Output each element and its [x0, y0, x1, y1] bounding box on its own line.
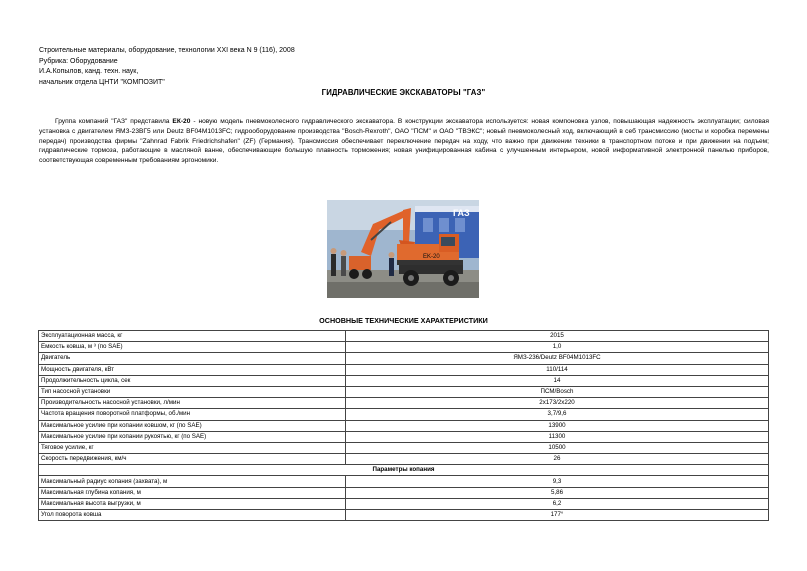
specs-table-title: ОСНОВНЫЕ ТЕХНИЧЕСКИЕ ХАРАКТЕРИСТИКИ: [319, 316, 488, 325]
author-position-line: начальник отдела ЦНТИ "КОМПОЗИТ": [39, 78, 165, 86]
table-row: [39, 487, 769, 498]
table-section-row: [39, 465, 769, 476]
specs-table: [38, 330, 769, 521]
table-row: [39, 398, 769, 409]
excavator-photo: [327, 200, 479, 298]
article-metadata: [39, 46, 295, 88]
model-name: ЕК-20: [172, 118, 191, 125]
model-plate-text: EK-20: [423, 254, 440, 260]
spec-value: 2015: [346, 331, 769, 342]
spec-name: Емкость ковша, м ³ (по SAE): [39, 342, 346, 353]
spec-value: 13900: [346, 420, 769, 431]
spec-name: Максимальный радиус копания (захвата), м: [39, 476, 346, 487]
spec-name: Максимальная глубина копания, м: [39, 487, 346, 498]
gaz-logo-text: ГАЗ: [453, 208, 470, 218]
spec-value: 9,3: [346, 476, 769, 487]
spec-name: Продолжительность цикла, сек: [39, 375, 346, 386]
rubric-line: Рубрика: Оборудование: [39, 57, 118, 65]
spec-name: Тяговое усилие, кг: [39, 442, 346, 453]
spec-value: 6,2: [346, 498, 769, 509]
spec-name: Двигатель: [39, 353, 346, 364]
table-row: [39, 409, 769, 420]
spec-value: 11300: [346, 431, 769, 442]
table-row: [39, 420, 769, 431]
intro-text-start: Группа компаний "ГАЗ" представила: [55, 118, 173, 125]
table-row: [39, 510, 769, 521]
table-row: [39, 386, 769, 397]
section-header: Параметры копания: [39, 465, 769, 476]
spec-value: 110/114: [346, 364, 769, 375]
table-row: [39, 442, 769, 453]
spec-value: 2х173/2х220: [346, 398, 769, 409]
table-row: [39, 454, 769, 465]
spec-name: Максимальное усилие при копании рукоятью, кг (по SAE): [39, 431, 346, 442]
spec-value: ЯМЗ-236/Deutz BF04M1013FC: [346, 353, 769, 364]
table-row: [39, 375, 769, 386]
spec-name: Угол поворота ковша: [39, 510, 346, 521]
journal-line: Строительные материалы, оборудование, технологии XXI века N 9 (116), 2008: [39, 47, 295, 54]
table-row: [39, 364, 769, 375]
article-title: ГИДРАВЛИЧЕСКИЕ ЭКСКАВАТОРЫ "ГАЗ": [321, 88, 486, 97]
table-row: [39, 431, 769, 442]
spec-name: Эксплуатационная масса, кг: [39, 331, 346, 342]
spec-value: 10500: [346, 442, 769, 453]
spec-name: Тип насосной установки: [39, 386, 346, 397]
spec-name: Мощность двигателя, кВт: [39, 364, 346, 375]
table-row: [39, 476, 769, 487]
spec-name: Скорость передвижения, км/ч: [39, 454, 346, 465]
article-paragraph: [39, 117, 769, 166]
intro-text-rest: - новую модель пневмоколесного гидравлического экскаватора. В конструкции экскаватора используется: новая компоновка узлов, повышающая надежность эксплуатации; силовая установка с двигателем ЯМЗ-23ВГ5 или Deutz BF04M1013FC; гидрооборудование производства "Bosch-Rexroth", ОАО "ПСМ" и ОАО "ТВЭКС"; новый пневмоколесный ход, включающий в себ трансмиссию (мосты и коробка перемены передач) производства фирмы "Zahnrad Fabrik Friedrichshafen" (ZF) (Германия). Трансмиссия обеспечивает переключение передач на ходу, что важно при движении техники в транспортном потоке и при движении на подъем; гидравлические тормоза, работающие в масляной ванне, обеспечивающие большую плавность торможения; новая унифицированная кабина с улучшенным интерьером, новой информативной электронной панелью приборов, соответствующая современным требованиям эргономики.: [39, 118, 769, 165]
spec-value: ПСМ/Bosch: [346, 386, 769, 397]
table-row: [39, 342, 769, 353]
table-row: [39, 331, 769, 342]
spec-name: Частота вращения поворотной платформы, об./мин: [39, 409, 346, 420]
spec-name: Максимальное усилие при копании ковшом, кг (по SAE): [39, 420, 346, 431]
spec-value: 5,86: [346, 487, 769, 498]
excavator-illustration: [327, 200, 479, 298]
spec-value: 14: [346, 375, 769, 386]
spec-name: Максимальная высота выгрузки, м: [39, 498, 346, 509]
spec-value: 177°: [346, 510, 769, 521]
spec-value: 1,0: [346, 342, 769, 353]
spec-name: Производительность насосной установки, л/мин: [39, 398, 346, 409]
table-row: [39, 498, 769, 509]
table-row: [39, 353, 769, 364]
spec-value: 26: [346, 454, 769, 465]
spec-value: 3,7/9,6: [346, 409, 769, 420]
author-line: И.А.Копылов, канд. техн. наук,: [39, 68, 139, 76]
